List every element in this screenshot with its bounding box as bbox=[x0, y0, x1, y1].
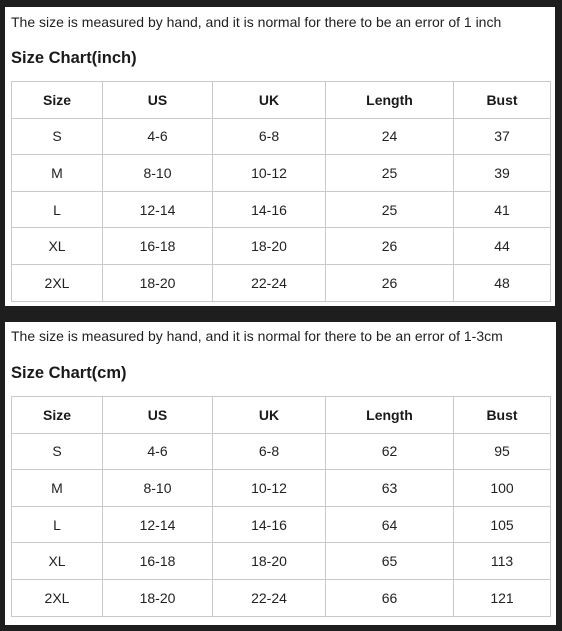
cell-size: L bbox=[12, 191, 103, 228]
size-chart-inch-panel bbox=[5, 7, 555, 306]
cell-bust: 48 bbox=[454, 264, 551, 301]
cell-uk: 18-20 bbox=[213, 228, 326, 265]
table-row bbox=[12, 228, 551, 265]
header-bust: Bust bbox=[454, 82, 551, 119]
cell-bust: 95 bbox=[454, 433, 551, 470]
cell-us: 16-18 bbox=[103, 543, 213, 580]
cell-us: 8-10 bbox=[103, 470, 213, 507]
table-row bbox=[12, 191, 551, 228]
cell-length: 62 bbox=[326, 433, 454, 470]
cell-us: 4-6 bbox=[103, 433, 213, 470]
table-row bbox=[12, 470, 551, 507]
measurement-note: The size is measured by hand, and it is normal for there to be an error of 1-3cm bbox=[11, 328, 503, 344]
cell-us: 16-18 bbox=[103, 228, 213, 265]
cell-bust: 44 bbox=[454, 228, 551, 265]
cell-us: 8-10 bbox=[103, 155, 213, 192]
cell-bust: 37 bbox=[454, 118, 551, 155]
cell-uk: 10-12 bbox=[213, 470, 326, 507]
cell-us: 12-14 bbox=[103, 191, 213, 228]
cell-length: 24 bbox=[326, 118, 454, 155]
chart-title: Size Chart(cm) bbox=[11, 364, 127, 382]
cell-uk: 14-16 bbox=[213, 191, 326, 228]
header-size: Size bbox=[12, 397, 103, 434]
cell-uk: 14-16 bbox=[213, 506, 326, 543]
size-table-cm bbox=[11, 396, 551, 617]
cell-uk: 6-8 bbox=[213, 433, 326, 470]
cell-bust: 121 bbox=[454, 579, 551, 616]
size-chart-cm-panel bbox=[5, 322, 556, 625]
table-row bbox=[12, 264, 551, 301]
cell-uk: 10-12 bbox=[213, 155, 326, 192]
cell-size: L bbox=[12, 506, 103, 543]
cell-length: 25 bbox=[326, 191, 454, 228]
cell-length: 26 bbox=[326, 228, 454, 265]
header-us: US bbox=[103, 397, 213, 434]
header-length: Length bbox=[326, 82, 454, 119]
cell-size: S bbox=[12, 118, 103, 155]
cell-us: 4-6 bbox=[103, 118, 213, 155]
cell-uk: 22-24 bbox=[213, 264, 326, 301]
header-size: Size bbox=[12, 82, 103, 119]
cell-us: 12-14 bbox=[103, 506, 213, 543]
table-row bbox=[12, 433, 551, 470]
cell-bust: 41 bbox=[454, 191, 551, 228]
cell-bust: 113 bbox=[454, 543, 551, 580]
cell-length: 66 bbox=[326, 579, 454, 616]
cell-length: 25 bbox=[326, 155, 454, 192]
cell-size: 2XL bbox=[12, 579, 103, 616]
cell-bust: 100 bbox=[454, 470, 551, 507]
cell-size: M bbox=[12, 470, 103, 507]
measurement-note: The size is measured by hand, and it is normal for there to be an error of 1 inch bbox=[11, 14, 502, 30]
cell-size: XL bbox=[12, 228, 103, 265]
cell-length: 65 bbox=[326, 543, 454, 580]
cell-us: 18-20 bbox=[103, 579, 213, 616]
table-row bbox=[12, 579, 551, 616]
cell-bust: 39 bbox=[454, 155, 551, 192]
cell-size: 2XL bbox=[12, 264, 103, 301]
cell-size: XL bbox=[12, 543, 103, 580]
cell-uk: 18-20 bbox=[213, 543, 326, 580]
cell-size: M bbox=[12, 155, 103, 192]
cell-length: 64 bbox=[326, 506, 454, 543]
cell-bust: 105 bbox=[454, 506, 551, 543]
table-header-row bbox=[12, 82, 551, 119]
cell-length: 26 bbox=[326, 264, 454, 301]
table-header-row bbox=[12, 397, 551, 434]
cell-length: 63 bbox=[326, 470, 454, 507]
header-uk: UK bbox=[213, 397, 326, 434]
header-uk: UK bbox=[213, 82, 326, 119]
chart-title: Size Chart(inch) bbox=[11, 49, 137, 67]
table-row bbox=[12, 118, 551, 155]
header-length: Length bbox=[326, 397, 454, 434]
cell-us: 18-20 bbox=[103, 264, 213, 301]
table-row bbox=[12, 543, 551, 580]
header-bust: Bust bbox=[454, 397, 551, 434]
cell-uk: 6-8 bbox=[213, 118, 326, 155]
size-table-inch bbox=[11, 81, 551, 302]
header-us: US bbox=[103, 82, 213, 119]
table-row bbox=[12, 155, 551, 192]
cell-size: S bbox=[12, 433, 103, 470]
cell-uk: 22-24 bbox=[213, 579, 326, 616]
table-row bbox=[12, 506, 551, 543]
